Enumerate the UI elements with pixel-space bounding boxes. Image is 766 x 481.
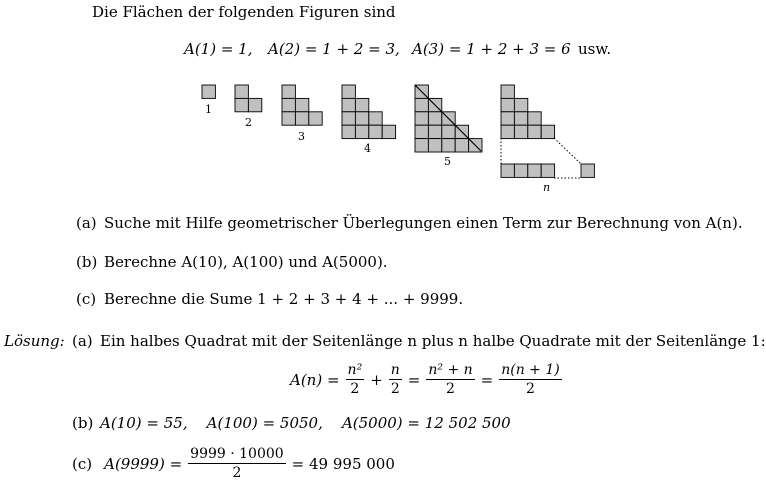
- staircase-cell: [415, 98, 428, 111]
- staircase-cell: [514, 125, 527, 138]
- fraction-n-over-2: [389, 362, 402, 397]
- staircase-cell: [514, 98, 527, 111]
- staircase-cell: [342, 112, 355, 125]
- bottom-row-cell: [514, 164, 527, 177]
- staircase-cell: [428, 112, 441, 125]
- fraction-numerator: n(n + 1): [501, 362, 560, 378]
- fraction-denominator: 2: [390, 381, 400, 397]
- fraction-numerator: n²: [347, 362, 363, 378]
- equals-sign: =: [407, 370, 421, 389]
- staircase-cell: [282, 112, 295, 125]
- staircase-cell: [528, 125, 541, 138]
- fraction-numerator: n: [390, 362, 400, 378]
- staircase-cell: [248, 98, 261, 111]
- staircase-cell: [428, 139, 441, 152]
- formula-a2: A(2) = 1 + 2 = 3,: [268, 40, 400, 58]
- fraction-n2-plus-n-over-2: [426, 362, 474, 397]
- solution-heading: Lösung:: [4, 332, 65, 350]
- formula-a1: A(1) = 1,: [184, 40, 253, 58]
- solution-c-lhs: A(9999) =: [104, 454, 183, 473]
- solution-formula: [290, 362, 564, 397]
- staircase-cell: [295, 112, 308, 125]
- staircase-cell: [501, 98, 514, 111]
- staircase-cell: [514, 112, 527, 125]
- figure-label-5: 5: [444, 155, 451, 168]
- formula-lhs: A(n) =: [290, 370, 340, 389]
- fraction-9999x10000-over-2: [188, 446, 286, 481]
- staircase-cell: [342, 125, 355, 138]
- staircase-cell: [415, 139, 428, 152]
- solution-b-label: (b): [72, 414, 94, 432]
- fraction-numerator: 9999 · 10000: [190, 446, 284, 462]
- staircase-cell: [442, 125, 455, 138]
- staircase-cell: [428, 125, 441, 138]
- fraction-n-n-plus-1-over-2: [499, 362, 562, 397]
- staircase-cell: [235, 98, 248, 111]
- staircase-cell: [415, 112, 428, 125]
- staircase-cell: [202, 85, 215, 98]
- bottom-row-cell: [528, 164, 541, 177]
- staircase-cell: [282, 98, 295, 111]
- solution-a-label: (a): [72, 332, 93, 350]
- figure-label-n: n: [543, 181, 551, 194]
- formula-usw: usw.: [578, 40, 612, 58]
- staircase-cell: [501, 125, 514, 138]
- fraction-numerator: n² + n: [428, 362, 473, 378]
- formula-a3: A(3) = 1 + 2 + 3 = 6: [412, 40, 571, 58]
- staircase-cell: [282, 85, 295, 98]
- figure-label-4: 4: [364, 142, 371, 155]
- fraction-n2-over-2: [346, 362, 365, 397]
- staircase-cell: [342, 85, 355, 98]
- task-c-label: (c): [76, 290, 97, 308]
- fraction-denominator: 2: [232, 465, 242, 481]
- staircase-cell: [355, 112, 368, 125]
- staircase-cell: [309, 112, 322, 125]
- bottom-row-cell: [541, 164, 554, 177]
- staircase-cell: [235, 85, 248, 98]
- staircase-cell: [442, 139, 455, 152]
- solution-c-label: (c): [72, 454, 93, 473]
- plus-sign: +: [370, 370, 383, 389]
- staircase-cell: [355, 98, 368, 111]
- task-a-text: Suche mit Hilfe geometrischer Überlegungen einen Term zur Berechnung von A(n).: [104, 214, 743, 232]
- staircase-cell: [382, 125, 395, 138]
- task-c-text: Berechne die Sume 1 + 2 + 3 + 4 + ... + 9999.: [104, 290, 464, 308]
- staircase-figures: [0, 0, 695, 200]
- staircase-cell: [501, 112, 514, 125]
- fraction-denominator: 2: [526, 381, 535, 397]
- solution-a-text: Ein halbes Quadrat mit der Seitenlänge n plus n halbe Quadrate mit der Seitenlänge 1:: [100, 332, 766, 350]
- staircase-cell: [342, 98, 355, 111]
- staircase-cell: [369, 125, 382, 138]
- staircase-cell: [369, 112, 382, 125]
- figure-label-3: 3: [298, 130, 305, 143]
- solution-c: [72, 446, 395, 481]
- solution-c-rhs: = 49 995 000: [291, 454, 395, 473]
- staircase-cells: [202, 85, 594, 177]
- task-a-label: (a): [76, 214, 97, 232]
- figure-label-2: 2: [245, 116, 252, 129]
- solution-b-text: A(10) = 55, A(100) = 5050, A(5000) = 12 502 500: [100, 414, 511, 432]
- staircase-cell: [528, 112, 541, 125]
- dotted-connector-diagonal: [554, 138, 581, 164]
- staircase-cell: [455, 139, 468, 152]
- staircase-cell: [415, 125, 428, 138]
- fraction-denominator: 2: [350, 381, 360, 397]
- task-b-text: Berechne A(10), A(100) und A(5000).: [104, 253, 388, 271]
- staircase-cell: [541, 125, 554, 138]
- fraction-denominator: 2: [446, 381, 455, 397]
- equals-sign: =: [480, 370, 494, 389]
- staircase-cell: [355, 125, 368, 138]
- intro-text: Die Flächen der folgenden Figuren sind: [92, 3, 396, 21]
- figure-label-1: 1: [205, 103, 212, 116]
- staircase-cell: [501, 85, 514, 98]
- staircase-cell: [295, 98, 308, 111]
- last-cell: [581, 164, 594, 177]
- task-b-label: (b): [76, 253, 98, 271]
- bottom-row-cell: [501, 164, 514, 177]
